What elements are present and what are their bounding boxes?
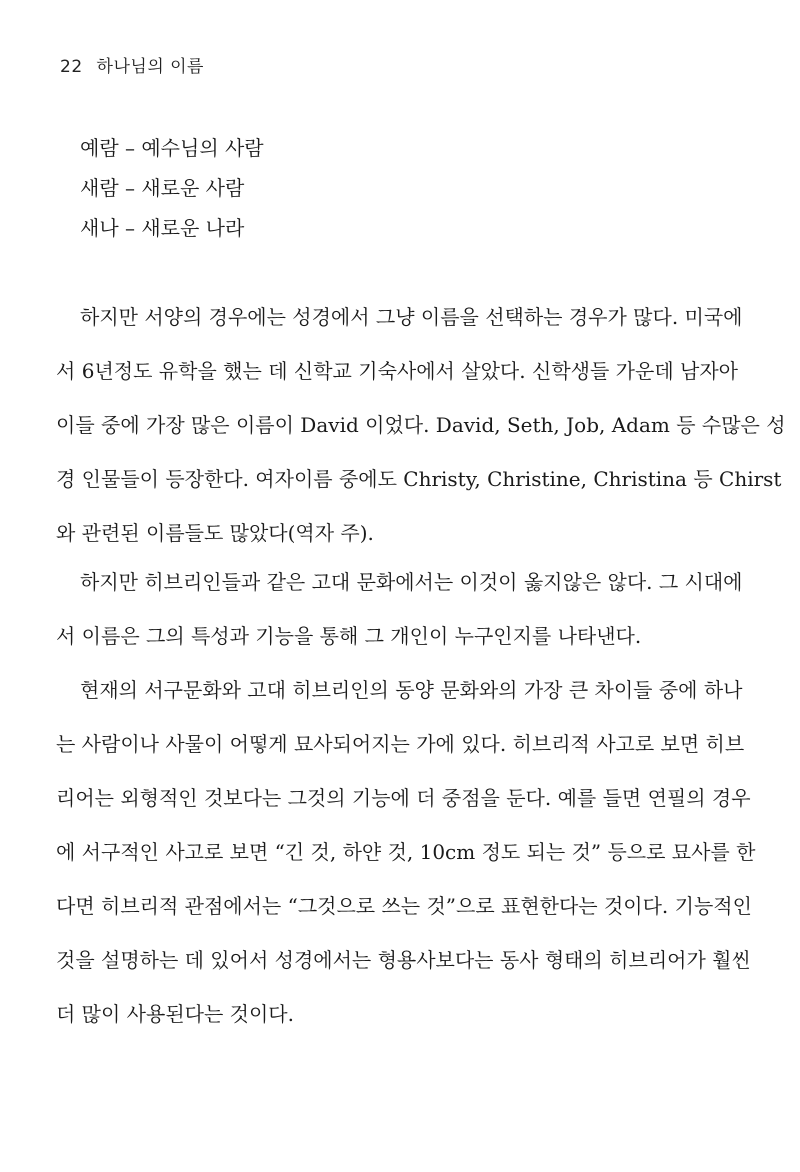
paragraph-line: 리어는 외형적인 것보다는 그것의 기능에 더 중점을 둔다. 예를 들면 연필의 경우 [56, 786, 751, 810]
list-item: 새람 – 새로운 사람 [80, 176, 245, 200]
paragraph-line: 현재의 서구문화와 고대 히브리인의 동양 문화와의 가장 큰 차이들 중에 하나 [80, 678, 743, 702]
paragraph-line: 이들 중에 가장 많은 이름이 David 이었다. David, Seth, Job, Adam 등 수많은 성 [56, 413, 786, 437]
paragraph-line: 하지만 히브리인들과 같은 고대 문화에서는 이것이 옳지않은 않다. 그 시대에 [80, 570, 743, 594]
paragraph-line: 것을 설명하는 데 있어서 성경에서는 형용사보다는 동사 형태의 히브리어가 훨씬 [56, 948, 751, 972]
name-meaning-list [80, 128, 480, 248]
running-title: 하나님의 이름 [96, 57, 204, 77]
paragraph-line: 서 이름은 그의 특성과 기능을 통해 그 개인이 누구인지를 나타낸다. [56, 624, 642, 648]
paragraph-western-names [56, 290, 786, 560]
paragraph-line: 다면 히브리적 관점에서는 “그것으로 쓰는 것”으로 표현한다는 것이다. 기능적인 [56, 894, 752, 918]
page-header [60, 52, 204, 77]
page-number: 22 [60, 57, 83, 77]
paragraph-line: 와 관련된 이름들도 많았다(역자 주). [56, 521, 374, 545]
paragraph-line: 에 서구적인 사고로 보면 “긴 것, 하얀 것, 10cm 정도 되는 것” 등으로 묘사를 한 [56, 840, 756, 864]
list-item: 예람 – 예수님의 사람 [80, 136, 264, 160]
paragraph-hebrew-thinking [56, 663, 756, 1041]
paragraph-line: 서 6년정도 유학을 했는 데 신학교 기숙사에서 살았다. 신학생들 가운데 남자아 [56, 359, 738, 383]
paragraph-line: 는 사람이나 사물이 어떻게 묘사되어지는 가에 있다. 히브리적 사고로 보면 히브 [56, 732, 745, 756]
list-item: 새나 – 새로운 나라 [80, 216, 245, 240]
paragraph-hebrew-culture [56, 555, 743, 663]
paragraph-line: 하지만 서양의 경우에는 성경에서 그냥 이름을 선택하는 경우가 많다. 미국에 [80, 305, 743, 329]
paragraph-line: 더 많이 사용된다는 것이다. [56, 1002, 294, 1026]
paragraph-line: 경 인물들이 등장한다. 여자이름 중에도 Christy, Christine, Christina 등 Chirst [56, 467, 782, 491]
